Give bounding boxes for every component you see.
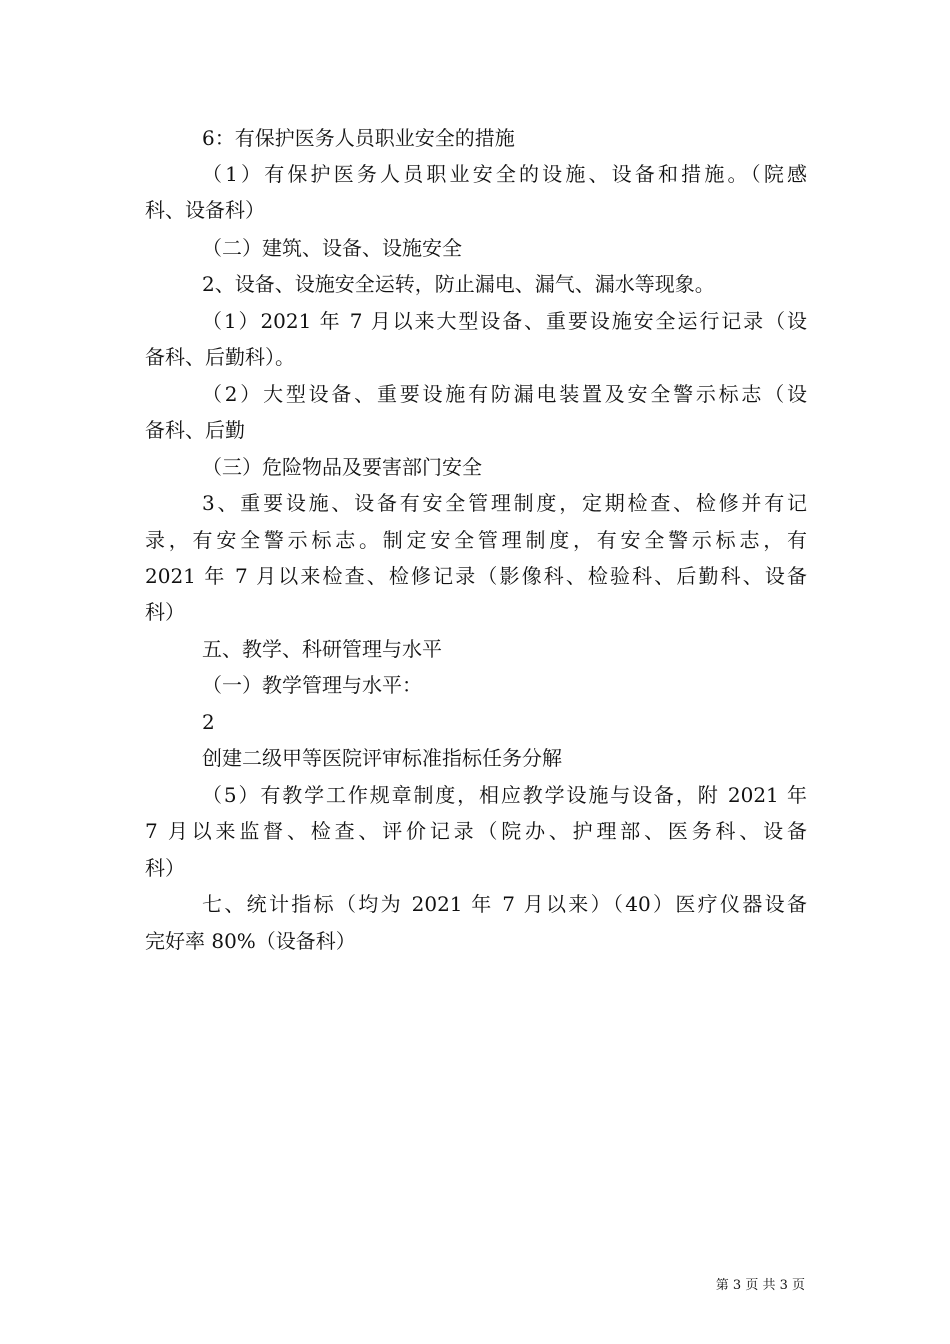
text-line: 备科、后勤 — [145, 418, 245, 442]
text-line: 3、重要设施、设备有安全管理制度，定期检查、检修并有记 — [202, 491, 807, 515]
document-title: 创建二级甲等医院评审标准指标任务分解 — [202, 746, 562, 770]
text-line: 七、统计指标（均为 2021 年 7 月以来）（40）医疗仪器设备 — [202, 892, 807, 916]
text-line: 科） — [145, 600, 185, 624]
text-line: （5）有教学工作规章制度，相应教学设施与设备，附 2021 年 — [202, 783, 807, 807]
text-line: （1）有保护医务人员职业安全的设施、设备和措施。（院感 — [202, 162, 807, 186]
page-number-marker: 2 — [202, 710, 215, 734]
page-footer: 第 3 页 共 3 页 — [715, 1278, 805, 1293]
text-line: 录，有安全警示标志。制定安全管理制度，有安全警示标志，有 — [145, 528, 807, 552]
text-line: 6：有保护医务人员职业安全的措施 — [202, 126, 515, 150]
text-line: 科、设备科） — [145, 198, 265, 222]
text-line: （1）2021 年 7 月以来大型设备、重要设施安全运行记录（设 — [202, 309, 807, 333]
text-line: 备科、后勤科）。 — [145, 345, 295, 369]
section-heading: （二）建筑、设备、设施安全 — [202, 236, 462, 260]
text-line: 2021 年 7 月以来检查、检修记录（影像科、检验科、后勤科、设备 — [145, 564, 807, 588]
text-line: 7 月以来监督、检查、评价记录（院办、护理部、医务科、设备 — [145, 819, 807, 843]
section-heading: 五、教学、科研管理与水平 — [202, 637, 442, 661]
section-heading: （三）危险物品及要害部门安全 — [202, 455, 482, 479]
text-line: 科） — [145, 856, 185, 880]
section-heading: （一）教学管理与水平： — [202, 673, 422, 697]
text-line: 2、设备、设施安全运转，防止漏电、漏气、漏水等现象。 — [202, 272, 715, 296]
text-line: 完好率 80%（设备科） — [145, 929, 356, 953]
text-line: （2）大型设备、重要设施有防漏电装置及安全警示标志（设 — [202, 382, 807, 406]
